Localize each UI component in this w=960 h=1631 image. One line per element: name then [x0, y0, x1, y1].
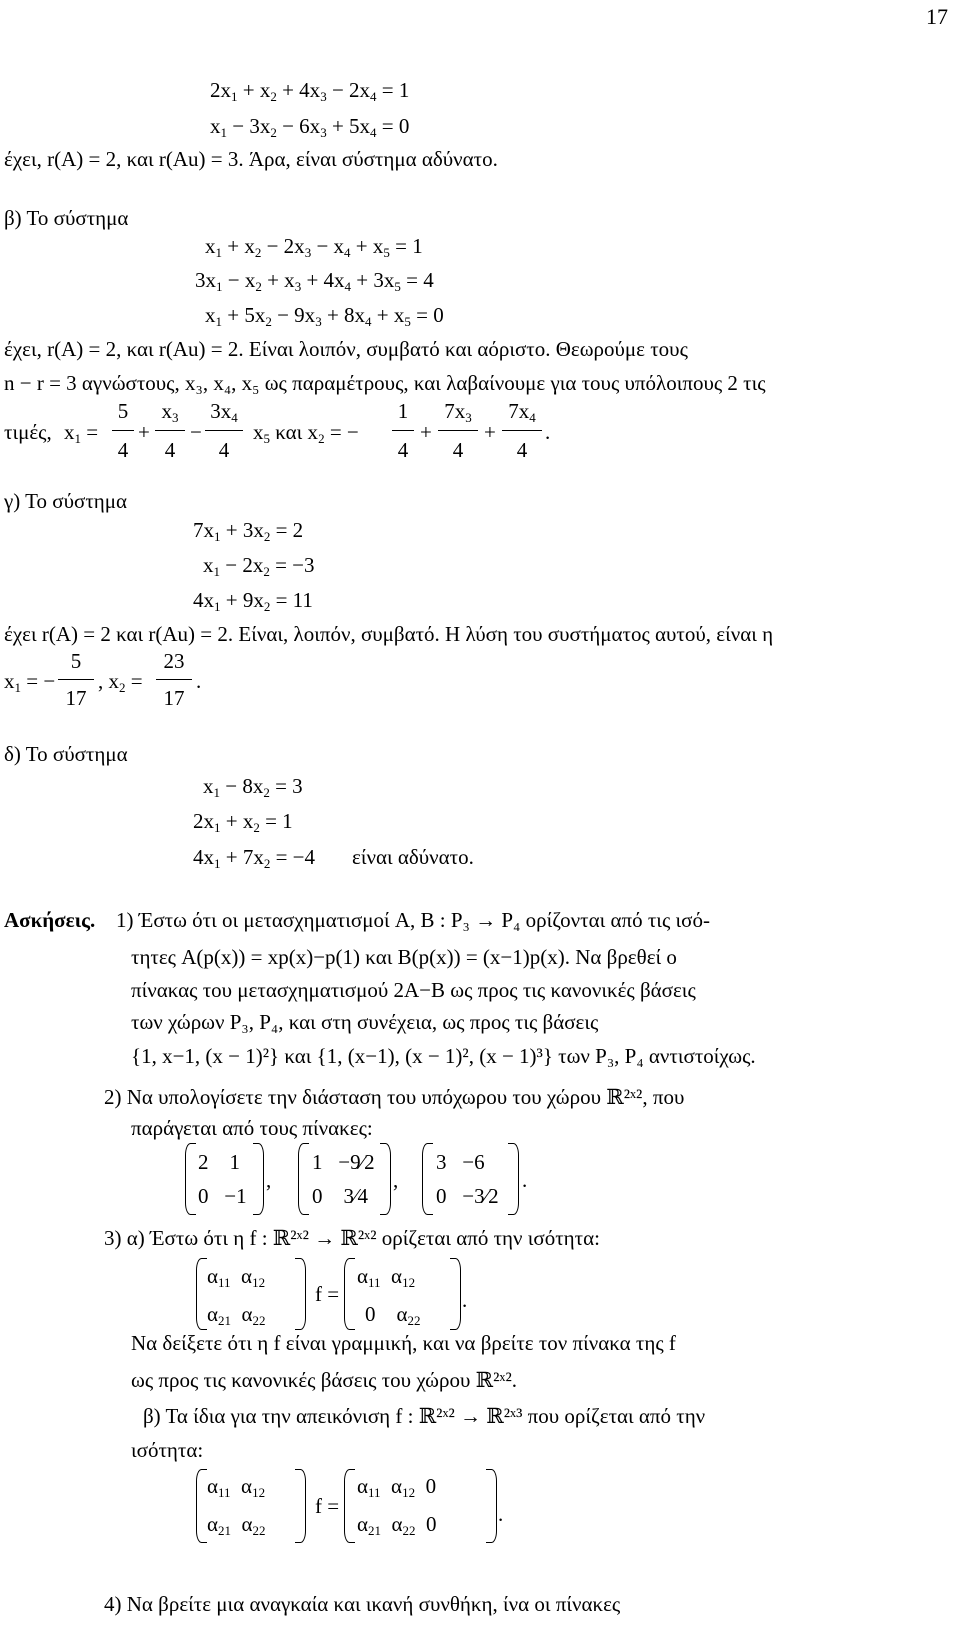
section-heading: β) Το σύστημα [4, 206, 129, 230]
paragraph: β) Τα ίδια για την απεικόνιση f : ℝ²ˣ² → ℝ²ˣ³ που ορίζεται από την [143, 1404, 706, 1428]
paragraph: 3) α) Έστω ότι η f : ℝ²ˣ² → ℝ²ˣ² ορίζεται από την ισότητα: [104, 1226, 600, 1250]
paragraph: {1, x−1, (x − 1)²} και {1, (x−1), (x − 1)², (x − 1)³} των P₃, P₄ αντιστοίχως. [131, 1044, 756, 1068]
equation: $x_1 - 8x_2 = 3$ [203, 774, 303, 800]
paragraph: είναι αδύνατο. [352, 845, 474, 869]
equation: $3x_1 - x_2 + x_3 + 4x_4 + 3x_5 = 4$ [195, 268, 434, 294]
equation: $4x_1 + 7x_2 = -4$ [193, 845, 316, 871]
page-number: 17 [926, 4, 948, 29]
equation: $4x_1 + 9x_2 = 11$ [193, 588, 313, 614]
equation: $x_1 + x_2 - 2x_3 - x_4 + x_5 = 1$ [205, 234, 423, 260]
paragraph: πίνακας του μετασχηματισμού 2A−B ως προς τις κανονικές βάσεις [131, 978, 696, 1002]
paragraph: τιμές, [4, 420, 52, 444]
section-heading: γ) Το σύστημα [4, 489, 127, 513]
paragraph: ισότητα: [131, 1438, 204, 1462]
paragraph: έχει, r(A) = 2, και r(Au) = 3. Άρα, είναι σύστημα αδύνατο. [4, 147, 498, 171]
paragraph: των χώρων P₃, P₄, και στη συνέχεια, ως προς τις βάσεις [131, 1010, 599, 1034]
paragraph: 1) Έστω ότι οι μετασχηματισμοί A, B : P₃ → P₄ ορίζονται από τις ισό- [116, 908, 710, 932]
equation: $7x_1 + 3x_2 = 2$ [193, 518, 304, 544]
equation: $2x_1 + x_2 = 1$ [193, 809, 293, 835]
equation: $x_1 - 2x_2 = -3$ [203, 553, 315, 579]
paragraph: n − r = 3 αγνώστους, x₃, x₄, x₅ ως παραμέτρους, και λαβαίνουμε για τους υπόλοιπους 2 τις [4, 371, 766, 395]
equation: $x_1 - 3x_2 - 6x_3 + 5x_4 = 0$ [210, 114, 410, 140]
paragraph: έχει r(A) = 2 και r(Au) = 2. Είναι, λοιπόν, συμβατό. Η λύση του συστήματος αυτού, είναι η [4, 622, 774, 646]
paragraph: έχει, r(A) = 2, και r(Au) = 2. Είναι λοιπόν, συμβατό και αόριστο. Θεωρούμε τους [4, 337, 688, 361]
equation: $2x_1 + x_2 + 4x_3 - 2x_4 = 1$ [210, 78, 410, 104]
exercises-heading: Ασκήσεις. [4, 908, 96, 932]
paragraph: τητες A(p(x)) = xp(x)−p(1) και B(p(x)) = (x−1)p(x). Να βρεθεί ο [131, 945, 677, 969]
equation: $x_1 + 5x_2 - 9x_3 + 8x_4 + x_5 = 0$ [205, 303, 444, 329]
paragraph: παράγεται από τους πίνακες: [131, 1116, 373, 1140]
paragraph: 2) Να υπολογίσετε την διάσταση του υπόχωρου του χώρου ℝ²ˣ², που [104, 1085, 685, 1109]
section-heading: δ) Το σύστημα [4, 742, 128, 766]
paragraph: Να δείξετε ότι η f είναι γραμμική, και να βρείτε τον πίνακα της f [131, 1331, 676, 1355]
paragraph: 4) Να βρείτε μια αναγκαία και ικανή συνθήκη, ίνα οι πίνακες [104, 1592, 621, 1616]
paragraph: ως προς τις κανονικές βάσεις του χώρου ℝ²ˣ². [131, 1368, 517, 1392]
